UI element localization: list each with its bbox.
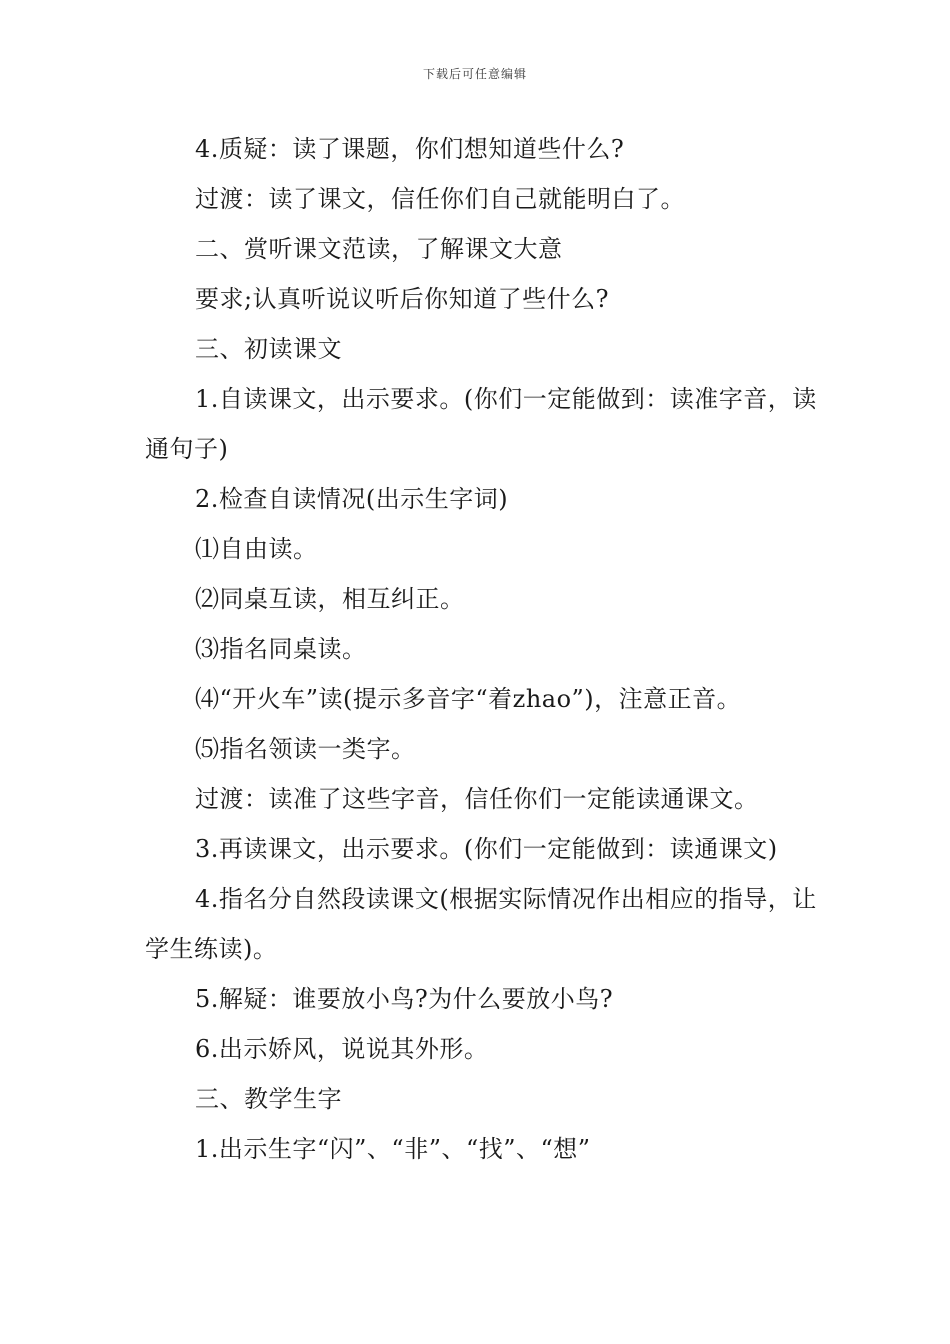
document-body: [145, 124, 825, 1174]
paragraph: 2.检查自读情况(出示生字词): [195, 485, 509, 513]
list-item: ⑷“开火车”读(提示多音字“着zhao”)，注意正音。: [195, 685, 742, 713]
paragraph: 过渡：读了课文，信任你们自己就能明白了。: [195, 185, 685, 213]
list-item: ⑶指名同桌读。: [195, 635, 367, 663]
section-heading: 三、初读课文: [195, 335, 342, 363]
list-item: ⑴自由读。: [195, 535, 318, 563]
list-item: ⑵同桌互读，相互纠正。: [195, 585, 465, 613]
paragraph: 1.自读课文，出示要求。(你们一定能做到：读准字音，读通句子): [145, 385, 817, 463]
paragraph: 3.再读课文，出示要求。(你们一定能做到：读通课文): [195, 835, 778, 863]
paragraph: 4.指名分自然段读课文(根据实际情况作出相应的指导，让学生练读)。: [145, 885, 817, 963]
paragraph: 过渡：读准了这些字音，信任你们一定能读通课文。: [195, 785, 759, 813]
paragraph: 6.出示娇风，说说其外形。: [195, 1035, 489, 1063]
section-heading: 二、赏听课文范读，了解课文大意: [195, 235, 563, 263]
paragraph: 要求;认真听说议听后你知道了些什么?: [195, 285, 609, 313]
paragraph: 5.解疑：谁要放小鸟?为什么要放小鸟?: [195, 985, 614, 1013]
list-item: ⑸指名领读一类字。: [195, 735, 416, 763]
paragraph: 4.质疑：读了课题，你们想知道些什么?: [195, 135, 625, 163]
paragraph: 1.出示生字“闪”、“非”、“找”、“想”: [195, 1135, 591, 1163]
page-header: 下载后可任意编辑: [422, 67, 527, 81]
section-heading: 三、教学生字: [195, 1085, 342, 1113]
